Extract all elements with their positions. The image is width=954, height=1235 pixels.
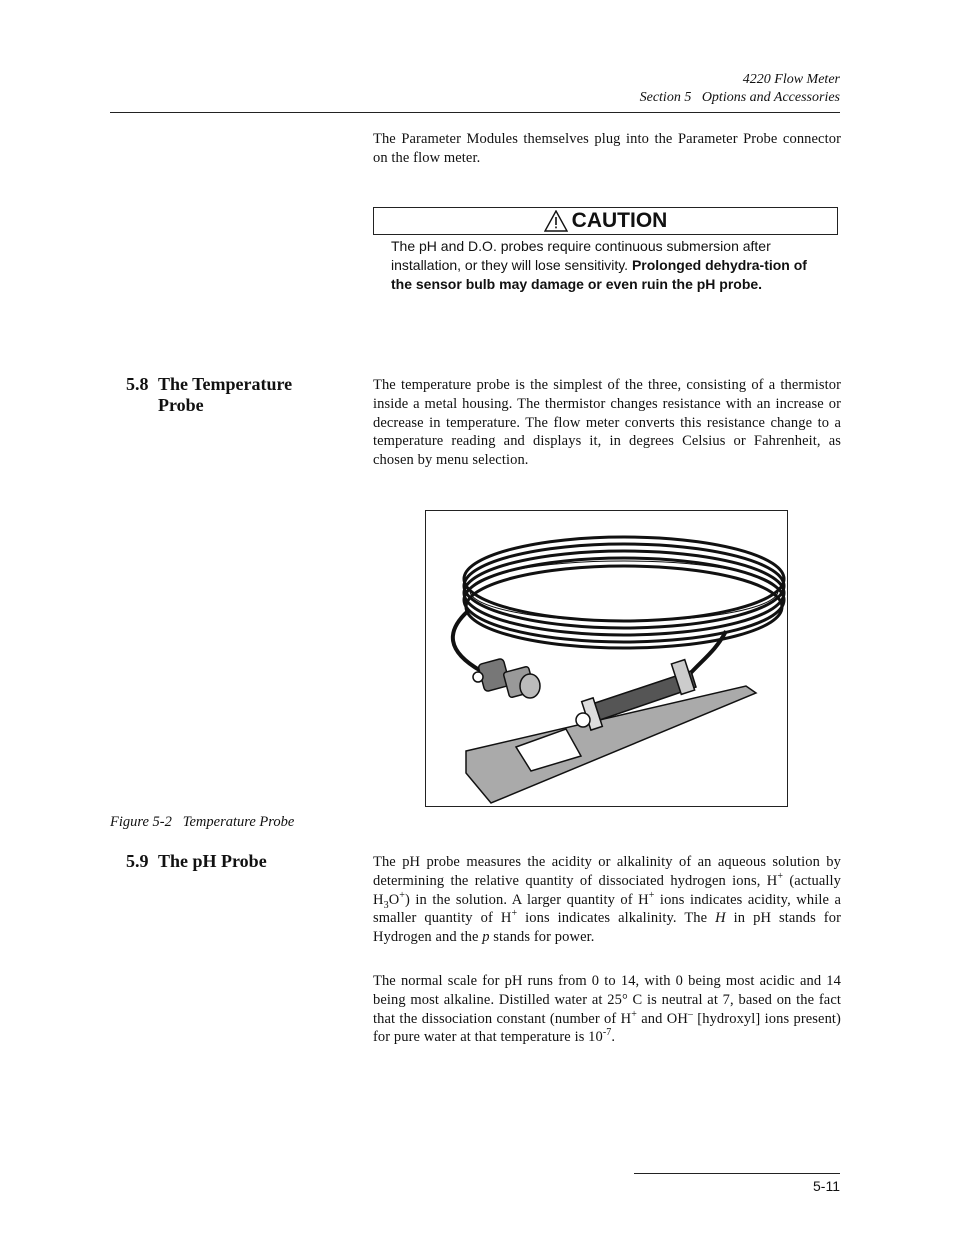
warning-triangle-icon [544, 210, 568, 232]
section-title: The pH Probe [158, 851, 267, 871]
header-rule [110, 112, 840, 113]
text-run: ions indicates alkalinity. The [517, 910, 716, 927]
section-5-9-paragraph-2 [373, 972, 841, 1047]
superscript: + [399, 889, 406, 901]
text-run: ) in the solution. A larger quantity of H [405, 891, 649, 908]
text-run: in pH stands for Hydrogen and the [373, 910, 841, 946]
page-number: 5-11 [813, 1178, 840, 1194]
header-doc-title: 4220 Flow Meter [742, 72, 840, 87]
text-run: [hydroxyl] ions present) for pure water at that temperature is 10 [373, 1010, 841, 1046]
superscript: + [777, 870, 784, 882]
superscript: – [687, 1008, 694, 1020]
caution-text-normal: The pH and D.O. probes require continuous submersion after installation, or they will lose sensitivity. [391, 238, 771, 273]
section-title-line2: Probe [158, 395, 204, 415]
section-title-line1: The Temperature [158, 374, 293, 394]
section-5-9-paragraph-1 [373, 853, 841, 947]
section-number: 5.9 [126, 851, 149, 871]
superscript: + [511, 908, 518, 920]
text-run: The pH probe measures the acidity or alkalinity of an aqueous solution by determining the relative quantity of dissociated hydrogen ions, H [373, 854, 841, 889]
temperature-probe-illustration [426, 511, 786, 805]
footer-rule [634, 1173, 840, 1174]
section-5-9-heading [126, 851, 267, 872]
caution-text-bold: Prolonged dehydra-tion of the sensor bulb may damage or even ruin the pH probe. [391, 256, 807, 292]
subscript: 3 [383, 899, 389, 911]
section-5-8-heading [126, 374, 292, 416]
text-run: The normal scale for pH runs from 0 to 14, with 0 being most acidic and 14 being most alkaline. Distilled water at 25° C is neutral at 7, based on the fact that the dissociation constant (number of H [373, 973, 841, 1027]
italic-text: p [482, 929, 490, 946]
figure-caption: Figure 5-2 Temperature Probe [110, 814, 295, 830]
caution-text [391, 237, 831, 293]
temperature-probe-figure [425, 510, 788, 807]
text-run: O [388, 891, 400, 908]
text-run: stands for power. [489, 929, 595, 946]
superscript: + [648, 889, 655, 901]
header-section-title: Section 5 Options and Accessories [639, 90, 840, 105]
section-number: 5.8 [126, 374, 149, 394]
superscript: -7 [602, 1027, 612, 1039]
intro-paragraph: The Parameter Modules themselves plug into the Parameter Probe connector on the flow meter. [373, 131, 841, 166]
text-run: and OH [636, 1010, 688, 1027]
text-run: . [611, 1029, 616, 1046]
caution-box [373, 207, 838, 235]
section-5-8-paragraph: The temperature probe is the simplest of the three, consisting of a thermistor inside a metal housing. The thermistor changes resistance with an increase or decrease in temperature. The flow meter converts this resistance change to a temperature reading and displays it, in degrees Celsius or Fahrenheit, as chosen by menu selection. [373, 377, 841, 469]
superscript: + [631, 1008, 637, 1020]
text-run: (actually H [373, 872, 841, 908]
italic-text: H [715, 910, 726, 927]
text-run: ions indicates acidity, while a smaller quantity of H [373, 891, 841, 927]
caution-title: CAUTION [571, 209, 668, 232]
